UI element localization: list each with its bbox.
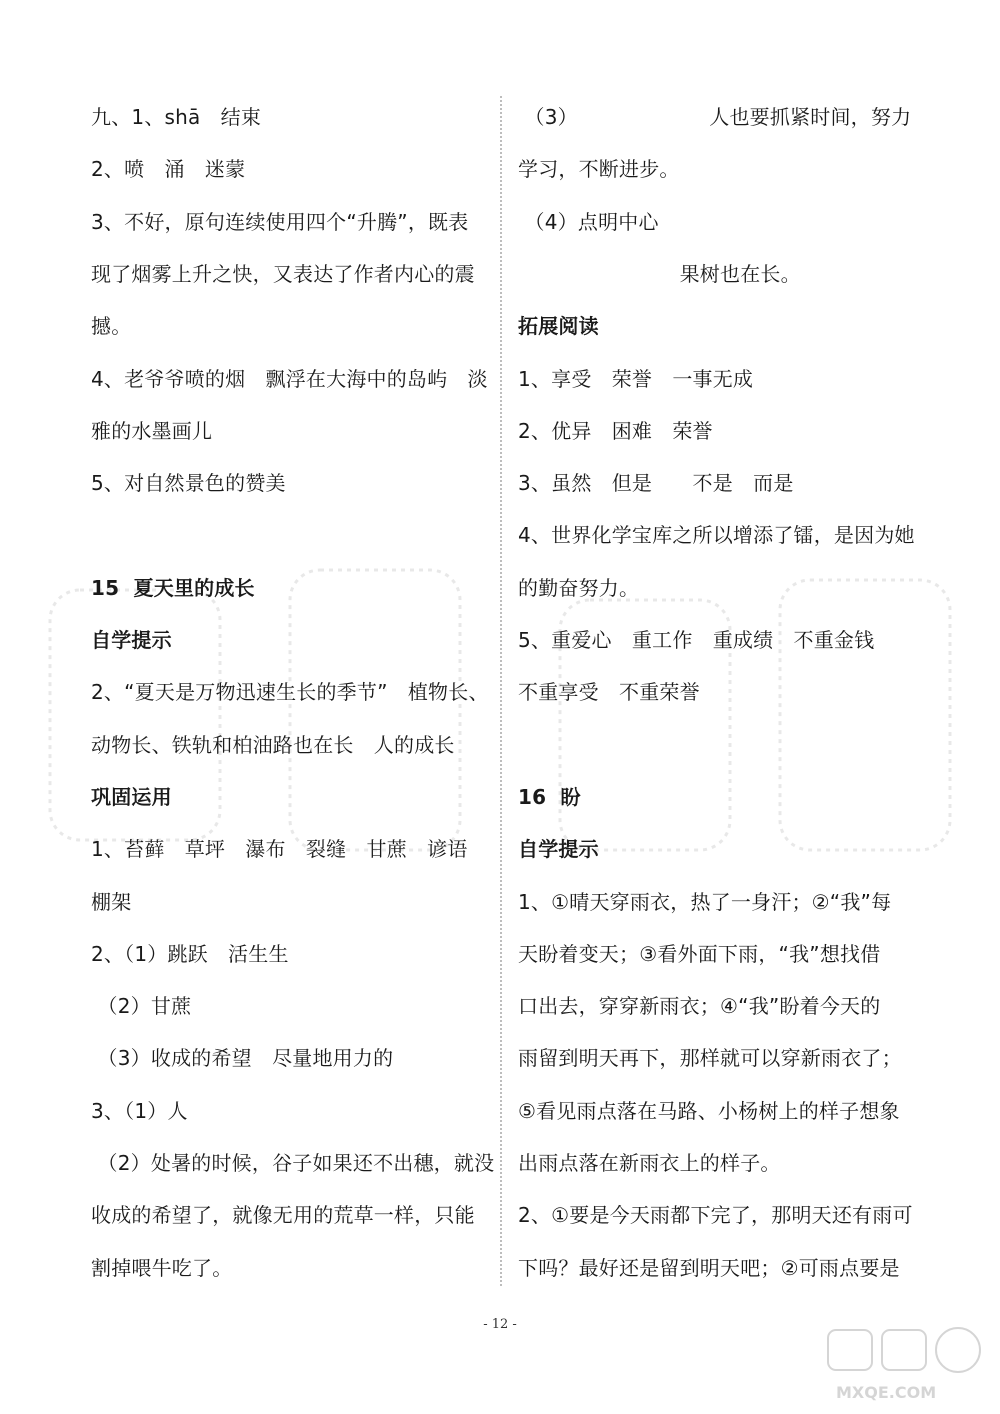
svg-text:MXQE.COM: MXQE.COM [836, 1383, 937, 1402]
right-heading: 自学提示 [518, 837, 599, 862]
right-text-line: 天盼着变天；③看外面下雨，“我”想找借 [518, 941, 881, 966]
left-text-line: （3）收成的希望 尽量地用力的 [91, 1046, 394, 1071]
page-number: - 12 - [483, 1317, 517, 1332]
right-text-line: 下吗？最好还是留到明天吧；②可雨点要是 [518, 1255, 900, 1280]
site-logo [822, 1326, 992, 1406]
left-text-line: 棚架 [91, 889, 132, 914]
left-heading: 15 夏天里的成长 [91, 575, 255, 600]
right-text-line: 4、世界化学宝库之所以增添了镭，是因为她 [518, 523, 915, 548]
right-text-line: 不重享受 不重荣誉 [518, 680, 700, 705]
left-text-line: 4、老爷爷喷的烟 飘浮在大海中的岛屿 淡 [91, 366, 488, 391]
left-text-line: 现了烟雾上升之快，又表达了作者内心的震 [91, 261, 475, 286]
left-text-line: 动物长、铁轨和柏油路也在长 人的成长 [91, 732, 455, 757]
right-text-line: 2、优异 困难 荣誉 [518, 418, 713, 443]
right-text-line: 果树也在长。 [518, 261, 801, 286]
right-text-line: 5、重爱心 重工作 重成绩 不重金钱 [518, 628, 875, 652]
right-text-line: （4）点明中心 [518, 209, 659, 234]
right-text-line: 出雨点落在新雨衣上的样子。 [518, 1151, 781, 1175]
right-heading: 拓展阅读 [518, 314, 599, 339]
left-text-line: 3、（1）人 [91, 1098, 188, 1123]
left-text-line: 割掉喂牛吃了。 [91, 1255, 233, 1280]
right-text-line: 1、享受 荣誉 一事无成 [518, 366, 754, 391]
right-text-line: 口出去，穿穿新雨衣；④“我”盼着今天的 [518, 994, 881, 1019]
left-text-line: （2）甘蔗 [91, 994, 192, 1019]
left-text-line: （2）处暑的时候，谷子如果还不出穗，就没 [91, 1151, 495, 1175]
right-text-line: 2、①要是今天雨都下完了，那明天还有雨可 [518, 1203, 913, 1228]
left-text-line: 3、不好，原句连续使用四个“升腾”，既表 [91, 209, 469, 234]
right-text-line: 的勤奋努力。 [518, 575, 640, 600]
right-heading: 16 盼 [518, 784, 581, 809]
left-heading: 巩固运用 [91, 784, 172, 809]
right-text-line: 雨留到明天再下，那样就可以穿新雨衣了； [518, 1046, 902, 1071]
left-text-line: 收成的希望了，就像无用的荒草一样，只能 [91, 1203, 475, 1228]
left-text-line: 雅的水墨画儿 [91, 418, 213, 443]
right-text-line: 3、虽然 但是 不是 而是 [518, 471, 794, 496]
left-text-line: 2、“夏天是万物迅速生长的季节” 植物长、 [91, 680, 489, 705]
left-text-line: 2、喷 涌 迷蒙 [91, 157, 246, 182]
left-text-line: 5、对自然景色的赞美 [91, 471, 286, 496]
right-text-line: （3） 人也要抓紧时间，努力 [518, 105, 912, 129]
left-text-line: 2、（1）跳跃 活生生 [91, 941, 289, 966]
right-text-line: 1、①晴天穿雨衣，热了一身汗；②“我”每 [518, 889, 892, 914]
right-text-line [518, 732, 910, 758]
left-text-line: 1、苔藓 草坪 瀑布 裂缝 甘蔗 谚语 [91, 837, 468, 862]
right-text-line: 学习，不断进步。 [518, 157, 680, 182]
left-text-line: 九、1、shā 结束 [91, 105, 262, 129]
column-divider [500, 96, 502, 1286]
left-text-line: 撼。 [91, 314, 132, 339]
left-heading: 自学提示 [91, 628, 172, 652]
right-text-line: ⑤看见雨点落在马路、小杨树上的样子想象 [518, 1098, 900, 1123]
left-text-line [91, 522, 483, 548]
